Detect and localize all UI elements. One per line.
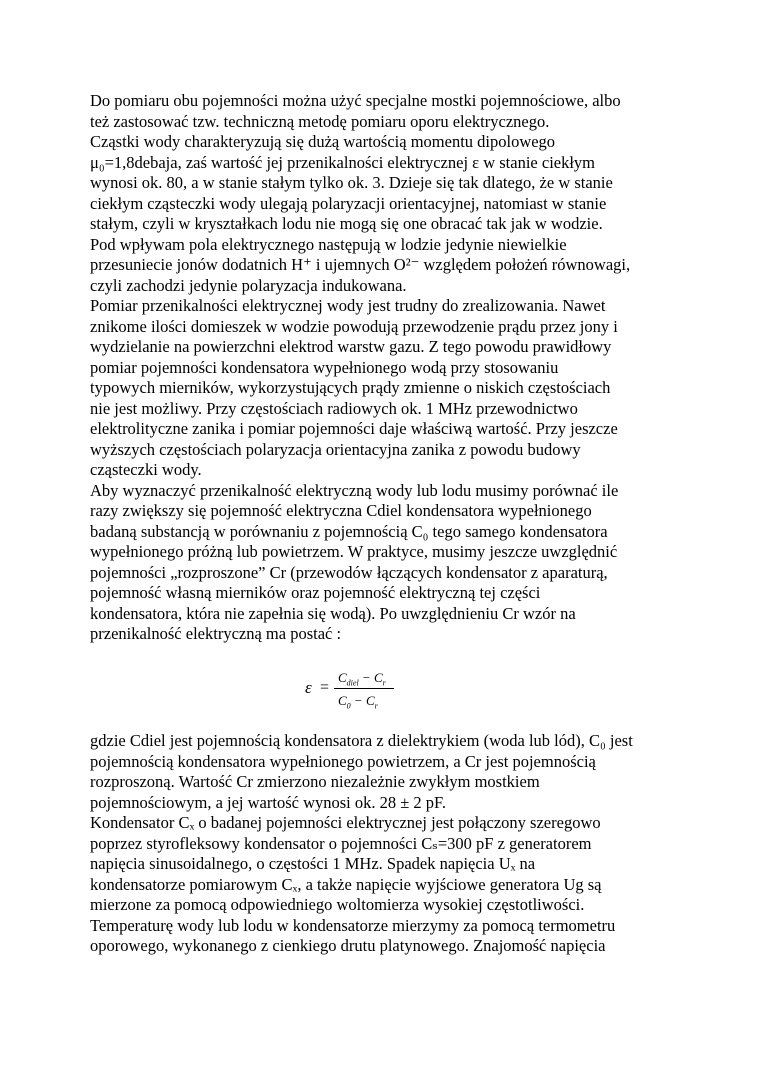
text-line: nie jest możliwy. Przy częstościach radiowych ok. 1 MHz przewodnictwo — [90, 398, 578, 418]
text-line: oporowego, wykonanego z cienkiego drutu platynowego. Znajomość napięcia — [90, 936, 606, 955]
text-line: Pomiar przenikalności elektrycznej wody jest trudny do zrealizowania. Nawet — [90, 296, 606, 315]
numerator-sub2: r — [382, 678, 386, 688]
text-line: ciekłym cząsteczki wody ulegają polaryzacji orientacyjnej, natomiast w stanie — [90, 193, 607, 213]
denominator-c2: C — [365, 693, 375, 708]
text-line: napięcia sinusoidalnego, o częstości 1 MHz. Spadek napięcia Uₓ na — [90, 854, 536, 873]
text-line: przenikalność elektryczną ma postać : — [90, 624, 342, 643]
text-line: Kondensator Cₓ o badanej pojemności elektrycznej jest połączony szeregowo — [90, 813, 601, 832]
text-line: mierzone za pomocą odpowiedniego woltomierza wysokiej częstotliwości. — [90, 895, 585, 914]
denominator-sub1: 0 — [346, 701, 351, 711]
numerator-c1: C — [338, 670, 347, 685]
text-line: stałym, czyli w kryształkach lodu nie mogą się one obracać tak jak w wodzie. — [90, 214, 603, 233]
text-line: razy zwiększy się pojemność elektryczna Cdiel kondensatora wypełnionego — [90, 501, 592, 520]
text-line: Aby wyznaczyć przenikalność elektryczną wody lub lodu musimy porównać ile — [90, 480, 619, 500]
text-line: kondensatora, która nie zapełnia się wodą). Po uwzględnieniu Cr wzór na — [90, 603, 576, 623]
text-line: gdzie Cdiel jest pojemnością kondensatora z dielektrykiem (woda lub lód), C₀ jest — [90, 731, 633, 750]
formula-lhs: ε — [305, 678, 312, 697]
text-line: badaną substancją w porównaniu z pojemnością C₀ tego samego kondensatora — [90, 521, 608, 541]
text-line: przesuniecie jonów dodatnich H⁺ i ujemnych O²⁻ względem położeń równowagi, — [90, 255, 631, 274]
text-line: wyższych częstościach polaryzacja orientacyjna zanika z powodu budowy — [90, 439, 581, 459]
text-line: wydzielanie na powierzchni elektrod warstw gazu. Z tego powodu prawidłowy — [90, 337, 612, 356]
paragraph-top — [90, 91, 670, 645]
formula-equals: = — [320, 679, 330, 696]
text-line: Do pomiaru obu pojemności można użyć specjalne mostki pojemnościowe, albo — [90, 91, 621, 110]
text-line: pojemnością kondensatora wypełnionego powietrzem, a Cr jest pojemnością — [90, 751, 596, 771]
numerator-c2: C — [373, 670, 383, 685]
text-line: rozproszoną. Wartość Cr zmierzono niezależnie zwykłym mostkiem — [90, 772, 540, 791]
text-line: kondensatorze pomiarowym Cₓ, a także napięcie wyjściowe generatora Ug są — [90, 874, 602, 894]
text-line: Cząstki wody charakteryzują się dużą wartością momentu dipolowego — [90, 132, 556, 151]
denominator-sub2: r — [374, 701, 378, 711]
text-line: pojemność własną mierników oraz pojemność elektryczną tej części — [90, 583, 541, 602]
text-line: wypełnionego próżną lub powietrzem. W praktyce, musimy jeszcze uwzględnić — [90, 542, 618, 561]
numerator-minus: − — [358, 670, 374, 685]
text-line: pojemnościowym, a jej wartość wynosi ok. 28 ± 2 pF. — [90, 792, 447, 812]
text-line: μ₀=1,8debaja, zaś wartość jej przenikalności elektrycznej ε w stanie ciekłym — [90, 152, 596, 172]
text-line: poprzez styrofleksowy kondensator o pojemności Cₛ=300 pF z generatorem — [90, 833, 592, 853]
text-line: wynosi ok. 80, a w stanie stałym tylko ok. 3. Dzieje się tak dlatego, że w stanie — [90, 173, 613, 192]
denominator-c1: C — [338, 693, 347, 708]
text-line: cząsteczki wody. — [90, 460, 202, 479]
text-line: też zastosować tzw. techniczną metodę pomiaru oporu elektrycznego. — [90, 111, 550, 131]
text-line: elektrolityczne zanika i pomiar pojemności daje właściwą wartość. Przy jeszcze — [90, 419, 618, 438]
text-line: znikome ilości domieszek w wodzie powodują przewodzenie prądu przez jony i — [90, 316, 618, 336]
paragraph-bottom — [90, 731, 670, 957]
text-line: typowych mierników, wykorzystujących prądy zmienne o niskich częstościach — [90, 378, 611, 397]
formula-denominator — [338, 691, 378, 717]
denominator-minus: − — [350, 693, 366, 708]
fraction-bar — [334, 688, 394, 689]
text-line: Pod wpływam pola elektrycznego następują w lodzie jedynie niewielkie — [90, 234, 567, 254]
text-line: czyli zachodzi jedynie polaryzacja indukowana. — [90, 275, 407, 295]
text-line: pomiar pojemności kondensatora wypełnionego wodą przy stosowaniu — [90, 357, 559, 377]
text-line: pojemności „rozproszone” Cr (przewodów łączących kondensator z aparaturą, — [90, 562, 608, 582]
permittivity-formula — [305, 668, 415, 712]
text-line: Temperaturę wody lub lodu w kondensatorze mierzymy za pomocą termometru — [90, 915, 616, 935]
numerator-sub1: diel — [346, 678, 359, 688]
